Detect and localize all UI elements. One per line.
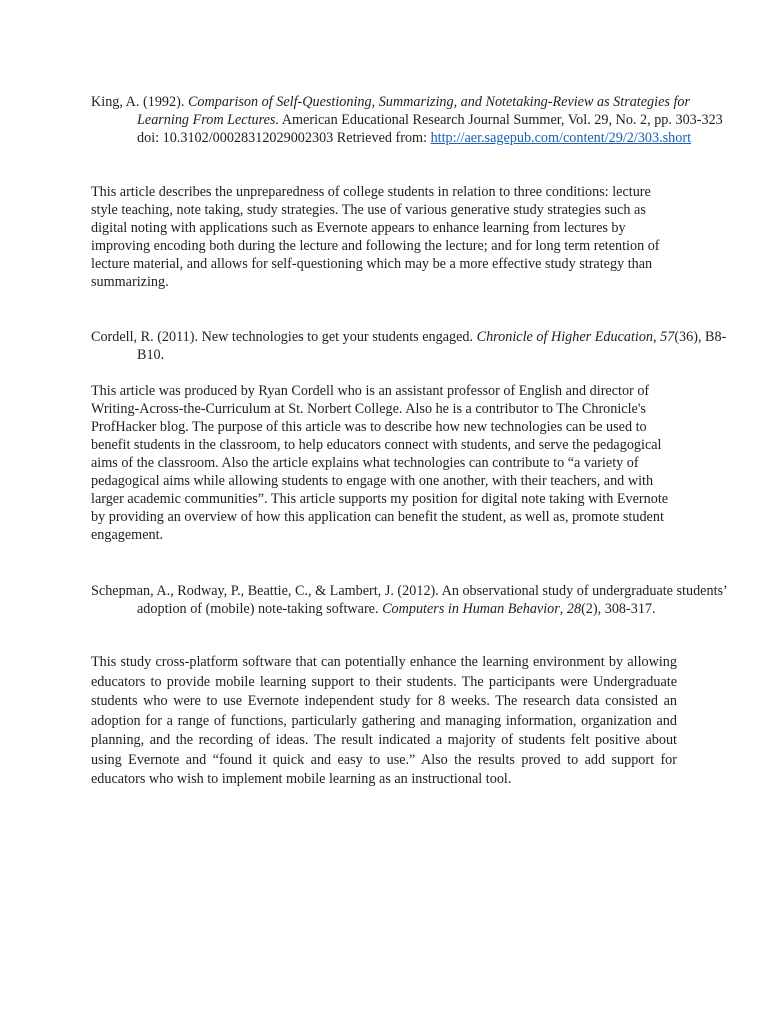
reference-pages: , 308-317.: [597, 601, 656, 617]
reference-volume: 57: [660, 329, 675, 345]
reference-separator: ,: [559, 601, 567, 617]
reference-schepman-2012: [91, 582, 727, 618]
reference-authors-year: Schepman, A., Rodway, P., Beattie, C., & Lambert, J. (2012). An observational study of undergraduate students’ adoption of (mobile) note-taking software.: [91, 583, 727, 617]
reference-authors-year: King, A. (1992).: [91, 94, 188, 110]
reference-authors-year: Cordell, R. (2011). New technologies to get your students engaged.: [91, 329, 477, 345]
reference-title: Comparison of Self-Questioning, Summarizing, and Notetaking-Review as Strategies for Learning From Lectures.: [137, 94, 691, 128]
annotation-king-1992: This article describes the unpreparedness of college students in relation to three conditions: lecture style teaching, note taking, study strategies. The use of various generative study strategies such as digital noting with applications such as Evernote appears to enhance learning from lectures by improving encoding both during the lecture and following the lecture; and for long term retention of lecture material, and allows for self-questioning which may be a more effective study strategy than summarizing.: [91, 184, 660, 290]
reference-source: American Educational Research Journal Summer, Vol. 29, No. 2, pp. 303-323 doi: 10.3102/00028312029002303 Retrieved from:: [137, 112, 723, 146]
reference-issue: (2): [581, 601, 598, 617]
reference-pages: , B8-B10.: [137, 329, 727, 363]
reference-cordell-2011: [91, 328, 727, 364]
annotation-cordell-2011: This article was produced by Ryan Cordell who is an assistant professor of English and director of Writing-Across-the-Curriculum at St. Norbert College. Also he is a contributor to The Chronicle's ProfHacker blog. The purpose of this article was to describe how new technologies can be used to benefit students in the classroom, to help educators connect with students, and serve the pedagogical aims of the classroom. Also the article explains what technologies can contribute to “a variety of pedagogical aims while allowing students to engage with one another, with their teachers, and with larger academic communities”. This article supports my position for digital note taking with Evernote by providing an overview of how this application can benefit the student, as well as, promote student engagement.: [91, 383, 669, 543]
reference-volume: 28: [566, 601, 582, 617]
reference-separator: ,: [653, 329, 661, 345]
reference-king-1992: [91, 93, 727, 147]
reference-link[interactable]: http://aer.sagepub.com/content/29/2/303.short: [430, 130, 692, 146]
annotation-schepman-2012: This study cross-platform software that can potentially enhance the learning environment by allowing educators to provide mobile learning support to their students. The participants were Undergraduate students who were to use Evernote independent study for 8 weeks. The research data consisted an adoption for a range of functions, particularly gathering and managing information, organization and planning, and the recording of ideas. The result indicated a majority of students felt positive about using Evernote and “found it quick and easy to use.” Also the results proved to add support for educators who wish to implement mobile learning as an instructional tool.: [91, 654, 677, 787]
reference-journal: Chronicle of Higher Education: [476, 329, 654, 345]
reference-journal: Computers in Human Behavior: [382, 601, 560, 617]
reference-issue: (36): [674, 329, 698, 345]
